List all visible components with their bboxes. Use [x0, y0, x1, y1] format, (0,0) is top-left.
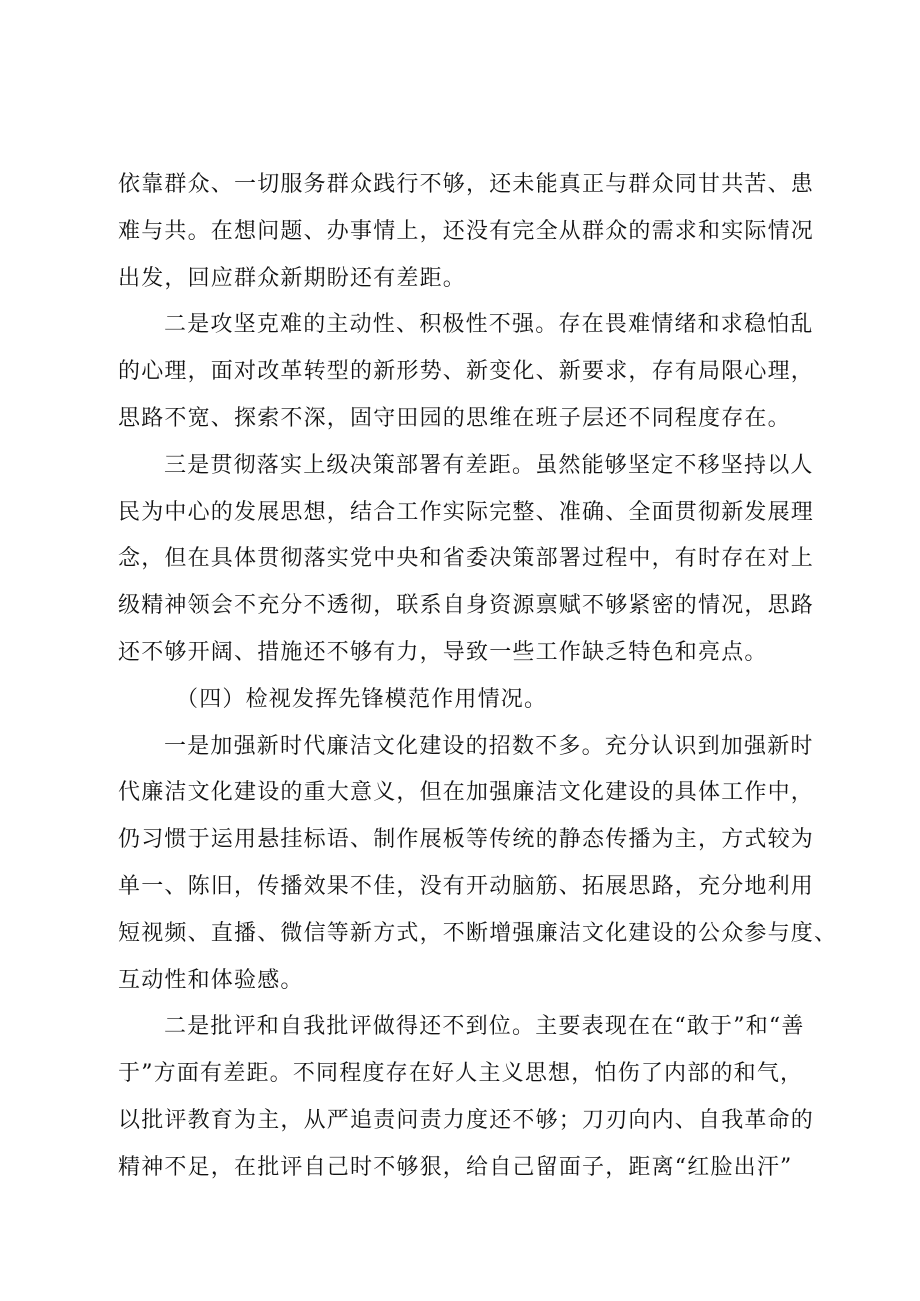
text-line: 短视频、直播、微信等新方式，不断增强廉洁文化建设的公众参与度、	[118, 920, 838, 946]
text-line: 依靠群众、一切服务群众践行不够，还未能真正与群众同甘共苦、患	[118, 172, 815, 197]
text-line: 互动性和体验感。	[118, 967, 304, 993]
text-line: 单一、陈旧，传播效果不佳，没有开动脑筋、拓展思路，充分地利用	[118, 873, 815, 899]
text-line: 仍习惯于运用悬挂标语、制作展板等传统的静态传播为主，方式较为	[118, 827, 815, 853]
text-line: 的心理，面对改革转型的新形势、新变化、新要求，存有局限心理，	[118, 359, 815, 385]
paragraph-start-line: 二是批评和自我批评做得还不到位。主要表现在在“敢于”和“善	[164, 1014, 805, 1040]
paragraph-start-line: 一是加强新时代廉洁文化建设的招数不多。充分认识到加强新时	[164, 733, 814, 759]
text-line: 难与共。在想问题、办事情上，还没有完全从群众的需求和实际情况	[118, 218, 815, 244]
text-line: 于”方面有差距。不同程度存在好人主义思想，怕伤了内部的和气，	[118, 1061, 804, 1087]
text-line: 级精神领会不充分不透彻，联系自身资源禀赋不够紧密的情况，思路	[118, 593, 815, 619]
document-body	[118, 162, 838, 1192]
paragraph-start-line: 三是贯彻落实上级决策部署有差距。虽然能够坚定不移坚持以人	[164, 452, 814, 478]
text-line: 念，但在具体贯彻落实党中央和省委决策部署过程中，有时存在对上	[118, 546, 815, 572]
text-line: 精神不足，在批评自己时不够狠，给自己留面子，距离“红脸出汗”	[118, 1154, 793, 1180]
text-line: 代廉洁文化建设的重大意义，但在加强廉洁文化建设的具体工作中，	[118, 780, 815, 806]
text-line: 以批评教育为主，从严追责问责力度还不够；刀刃向内、自我革命的	[118, 1107, 815, 1133]
section-heading: （四）检视发挥先锋模范作用情况。	[176, 686, 548, 712]
text-line: 民为中心的发展思想，结合工作实际完整、准确、全面贯彻新发展理	[118, 499, 815, 525]
text-line: 出发，回应群众新期盼还有差距。	[118, 265, 467, 291]
text-line: 还不够开阔、措施还不够有力，导致一些工作缺乏特色和亮点。	[118, 639, 768, 665]
paragraph-start-line: 二是攻坚克难的主动性、积极性不强。存在畏难情绪和求稳怕乱	[164, 312, 814, 338]
text-line: 思路不宽、探索不深，固守田园的思维在班子层还不同程度存在。	[118, 405, 791, 431]
